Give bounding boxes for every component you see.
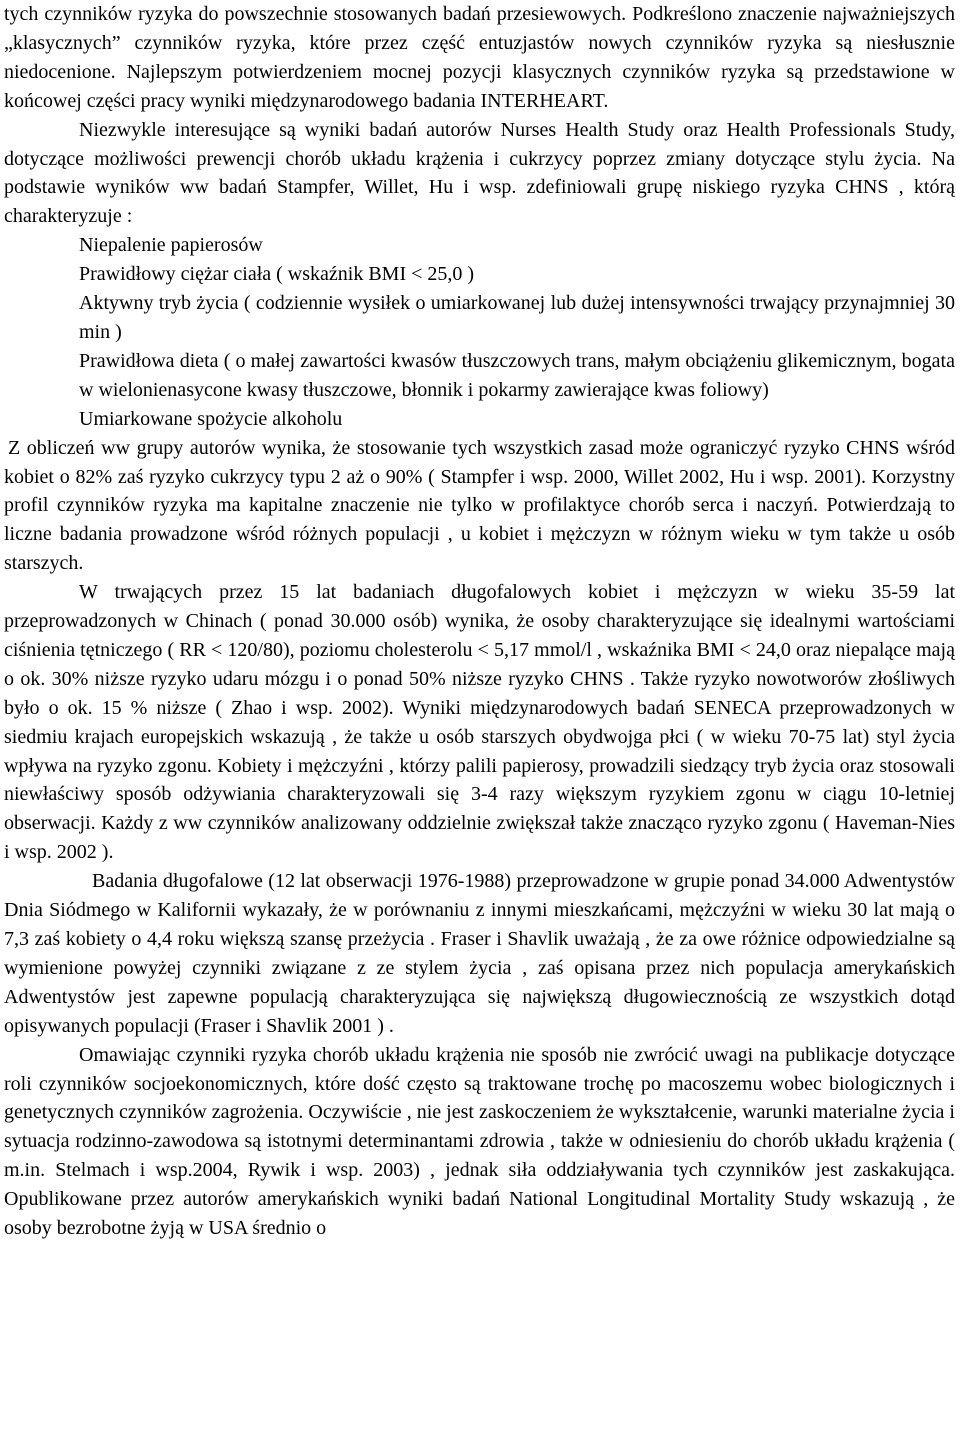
- list-item: Aktywny tryb życia ( codziennie wysiłek o umiarkowanej lub dużej intensywności trwający przynajmniej 30 min ): [79, 292, 955, 343]
- paragraph-socioeconomic: Omawiając czynniki ryzyka chorób układu krążenia nie sposób nie zwrócić uwagi na publikacje dotyczące roli czynników socjoekonomicznych, które dość często są traktowane trochę po macoszemu wobec biologicznych i genetycznych czynników zagrożenia. Oczywiście , nie jest zaskoczeniem że wykształcenie, warunki materialne życia i sytuacja rodzinno-zawodowa są istotnymi determinantami zdrowia , także w odniesieniu do chorób układu krążenia ( m.in. Stelmach i wsp.2004, Rywik i wsp. 2003) , jednak siła oddziaływania tych czynników jest zaskakująca. Opublikowane przez autorów amerykańskich wyniki badań National Longitudinal Mortality Study wskazują , że osoby bezrobotne żyją w USA średnio o: [4, 1043, 955, 1240]
- paragraph-calculations: Z obliczeń ww grupy autorów wynika, że stosowanie tych wszystkich zasad może ograniczyć ryzyko CHNS wśród kobiet o 82% zaś ryzyko cukrzycy typu 2 aż o 90% ( Stampfer i wsp. 2000, Willet 2002, Hu i wsp. 2001). Korzystny profil czynników ryzyka ma kapitalne znaczenie nie tylko w profilaktyce chorób serca i naczyń. Potwierdzają to liczne badania prowadzone wśród różnych populacji , u kobiet i mężczyzn w różnym wieku w tym także u osób starszych.: [4, 436, 955, 575]
- paragraph-china-study: W trwających przez 15 lat badaniach długofalowych kobiet i mężczyzn w wieku 35-59 lat przeprowadzonych w Chinach ( ponad 30.000 osób) wynika, że osoby charakteryzujące się idealnymi wartościami ciśnienia tętniczego ( RR < 120/80), poziomu cholesterolu < 5,17 mmol/l , wskaźnika BMI < 24,0 oraz niepalące mają o ok. 30% niższe ryzyko udaru mózgu i o ponad 50% niższe ryzyko CHNS . Także ryzyko nowotworów złośliwych było o ok. 15 % niższe ( Zhao i wsp. 2002). Wyniki międzynarodowych badań SENECA przeprowadzonych w siedmiu krajach europejskich wskazują , że także u osób starszych obydwojga płci ( w wieku 70-75 lat) styl życia wpływa na ryzyko zgonu. Kobiety i mężczyźni , którzy palili papierosy, prowadzili siedzący tryb życia oraz stosowali niewłaściwy sposób odżywiania charakteryzowali się 3-4 razy większym ryzykiem zgonu w ciągu 10-letniej obserwacji. Każdy z ww czynników analizowany oddzielnie zwiększał także znacząco ryzyko zgonu ( Haveman-Nies i wsp. 2002 ).: [4, 581, 955, 864]
- chns-criteria-list: [4, 231, 955, 433]
- list-item: Niepalenie papierosów: [79, 234, 263, 257]
- paragraph-nurses-health-study: Niezwykle interesujące są wyniki badań autorów Nurses Health Study oraz Health Professionals Study, dotyczące możliwości prewencji chorób układu krążenia i cukrzycy poprzez zmiany dotyczące stylu życia. Na podstawie wyników ww badań Stampfer, Willet, Hu i wsp. zdefiniowali grupę niskiego ryzyka CHNS , którą charakteryzuje :: [4, 118, 955, 228]
- paragraph-intro: tych czynników ryzyka do powszechnie stosowanych badań przesiewowych. Podkreślono znaczenie najważniejszych „klasycznych” czynników ryzyka, które przez część entuzjastów nowych czynników ryzyka są niesłusznie niedocenione. Najlepszym potwierdzeniem mocnej pozycji klasycznych czynników ryzyka są przedstawione w końcowej części pracy wyniki międzynarodowego badania INTERHEART.: [4, 3, 955, 112]
- paragraph-adventists-study: Badania długofalowe (12 lat obserwacji 1976-1988) przeprowadzone w grupie ponad 34.000 Adwentystów Dnia Siódmego w Kalifornii wykazały, że w porównaniu z innymi mieszkańcami, mężczyźni w wieku 30 lat mają o 7,3 zaś kobiety o 4,4 roku większą szansę przeżycia . Fraser i Shavlik uważają , że za owe różnice odpowiedzialne są wymienione powyżej czynniki związane z ze stylem życia , zaś opisana przez nich populacja amerykańskich Adwentystów jest zapewne populacją charakteryzująca się największą długowiecznością ze wszystkich dotąd opisywanych populacji (Fraser i Shavlik 2001 ) .: [4, 870, 955, 1037]
- list-item: Umiarkowane spożycie alkoholu: [79, 407, 343, 430]
- list-item: Prawidłowy ciężar ciała ( wskaźnik BMI < 25,0 ): [79, 263, 475, 286]
- list-item: Prawidłowa dieta ( o małej zawartości kwasów tłuszczowych trans, małym obciążeniu glikemicznym, bogata w wielonienasycone kwasy tłuszczowe, błonnik i pokarmy zawierające kwas foliowy): [79, 349, 955, 401]
